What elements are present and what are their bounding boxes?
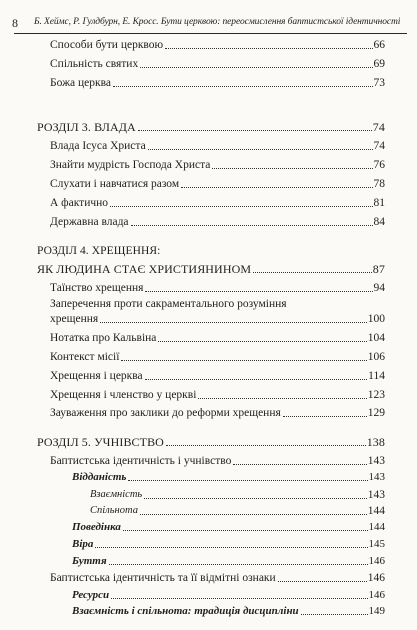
toc-entry — [50, 350, 385, 364]
toc-entry-page: 145 — [368, 538, 385, 550]
toc-entry-title: Слухати і навчатися разом — [50, 178, 180, 190]
toc-entry-title: Поведінка — [72, 521, 121, 533]
toc-subentry — [72, 537, 385, 551]
toc-entry-page: 87 — [372, 262, 385, 276]
dot-leader — [111, 598, 367, 599]
toc-entry-page: 74 — [373, 140, 385, 152]
toc-subsubentry — [90, 488, 385, 502]
toc-chapter-heading: РОЗДІЛ 4. ХРЕЩЕННЯ: — [37, 245, 161, 257]
dot-leader — [95, 547, 367, 548]
toc-entry-page: 123 — [367, 389, 385, 401]
toc-entry — [50, 571, 385, 585]
toc-entry-page: 144 — [368, 521, 385, 533]
dot-leader — [140, 514, 367, 515]
toc-entry — [50, 158, 385, 172]
toc-entry-title: Спільність святих — [50, 58, 139, 70]
dot-leader — [148, 149, 373, 150]
toc-entry-page: 69 — [373, 58, 385, 70]
toc-entry-page: 143 — [367, 455, 385, 467]
toc-entry-title: РОЗДІЛ 3. ВЛАДА — [37, 120, 136, 134]
toc-entry — [50, 38, 385, 52]
dot-leader — [301, 614, 368, 615]
running-head: Б. Хеймс, Р. Гулдбурн, Е. Кросс. Бути церквою: переосмислення баптистської ідентичності — [34, 17, 401, 27]
toc-entry-page: 143 — [368, 471, 385, 483]
dot-leader — [166, 445, 366, 446]
toc-entry-title: Хрещення і членство у церкві — [50, 389, 197, 401]
dot-leader — [158, 341, 366, 342]
toc-subentry — [72, 588, 385, 602]
toc-entry — [50, 331, 385, 345]
toc-chapter-heading — [37, 262, 385, 276]
toc-entry-title: Влада Ісуса Христа — [50, 140, 146, 152]
toc-entry-page: 149 — [368, 605, 385, 617]
dot-leader — [131, 225, 373, 226]
toc-chapter-heading — [37, 120, 385, 134]
toc-entry-title: Спільнота — [90, 505, 138, 516]
toc-subentry — [72, 604, 385, 618]
toc-subentry — [72, 520, 385, 534]
toc-entry — [50, 369, 385, 383]
toc-entry-page: 146 — [367, 572, 385, 584]
toc-entry-title: Нотатка про Кальвіна — [50, 332, 157, 344]
toc-entry-page: 114 — [368, 370, 385, 382]
toc-entry-title: Способи бути церквою — [50, 39, 164, 51]
toc-entry-title: Ресурси — [72, 589, 110, 601]
page-number: 8 — [12, 16, 18, 30]
dot-leader — [283, 416, 367, 417]
dot-leader — [145, 379, 368, 380]
toc-entry-title: Буття — [72, 555, 107, 567]
toc-entry — [50, 215, 385, 229]
toc-entry-page: 78 — [373, 178, 385, 190]
dot-leader — [109, 564, 368, 565]
dot-leader — [123, 530, 368, 531]
toc-entry-title: А фактично — [50, 197, 109, 209]
toc-entry-page: 104 — [367, 332, 385, 344]
toc-entry-title: Зауваження про заклики до реформи хрещення — [50, 407, 281, 419]
dot-leader — [233, 464, 366, 465]
toc-entry — [50, 57, 385, 71]
toc-entry — [50, 76, 385, 90]
toc-entry-page: 84 — [373, 216, 385, 228]
toc-entry-page: 73 — [373, 77, 385, 89]
dot-leader — [140, 67, 372, 68]
toc-entry-page: 143 — [367, 489, 385, 501]
toc-entry-title: Віра — [72, 538, 94, 550]
dot-leader — [145, 291, 372, 292]
toc-entry-page: 138 — [366, 435, 385, 449]
dot-leader — [100, 322, 367, 323]
toc-entry-title: Взаємність — [90, 489, 143, 500]
toc-entry-title: Заперечення проти сакраментального розуміння — [50, 298, 287, 310]
toc-chapter-heading — [37, 435, 385, 449]
toc-entry — [50, 139, 385, 153]
dot-leader — [198, 398, 366, 399]
dot-leader — [138, 130, 372, 131]
toc-entry-title: Взаємність і спільнота: традиція дисципліни — [72, 605, 299, 617]
toc-entry-title: Знайти мудрість Господа Христа — [50, 159, 211, 171]
toc-entry-page: 106 — [367, 351, 385, 363]
dot-leader — [121, 360, 366, 361]
toc-entry-page: 129 — [367, 407, 385, 419]
toc-entry — [50, 281, 385, 295]
toc-entry — [50, 388, 385, 402]
dot-leader — [181, 187, 372, 188]
dot-leader — [165, 48, 372, 49]
dot-leader — [212, 168, 372, 169]
toc-subsubentry — [90, 504, 385, 518]
toc-entry-title: Контекст місії — [50, 351, 120, 363]
toc-entry-page: 146 — [368, 589, 385, 601]
toc-entry-title: Відданість — [72, 471, 127, 483]
dot-leader — [278, 581, 367, 582]
toc-entry — [50, 406, 385, 420]
dot-leader — [128, 480, 367, 481]
toc-entry-title: Хрещення і церква — [50, 370, 143, 382]
dot-leader — [110, 206, 372, 207]
toc-entry-page: 74 — [372, 120, 385, 134]
toc-entry-title: хрещення — [50, 313, 99, 325]
toc-entry-page: 146 — [368, 555, 385, 567]
toc-entry-title: Таїнство хрещення — [50, 282, 144, 294]
toc-entry — [50, 312, 385, 326]
toc-entry-page: 81 — [373, 197, 385, 209]
toc-entry — [50, 177, 385, 191]
toc-entry-title: Баптистська ідентичність і учнівство — [50, 455, 232, 467]
dot-leader — [144, 498, 367, 499]
toc-entry-title: ЯК ЛЮДИНА СТАЄ ХРИСТИЯНИНОМ — [37, 262, 252, 276]
toc-entry-title: Державна влада — [50, 216, 129, 228]
toc-entry-page: 66 — [373, 39, 385, 51]
toc-entry-page: 76 — [373, 159, 385, 171]
toc-entry-title: Баптистська ідентичність та її відмітні ознаки — [50, 572, 276, 584]
toc-entry-page: 94 — [373, 282, 385, 294]
toc-subentry — [72, 470, 385, 484]
toc-entry-page: 100 — [367, 313, 385, 325]
toc-entry — [50, 454, 385, 468]
toc-subentry — [72, 554, 385, 568]
dot-leader — [253, 272, 372, 273]
dot-leader — [113, 86, 373, 87]
toc-entry — [50, 196, 385, 210]
toc-entry-title: РОЗДІЛ 5. УЧНІВСТВО — [37, 435, 164, 449]
toc-entry-page: 144 — [367, 505, 385, 517]
toc-entry-title: Божа церква — [50, 77, 111, 89]
